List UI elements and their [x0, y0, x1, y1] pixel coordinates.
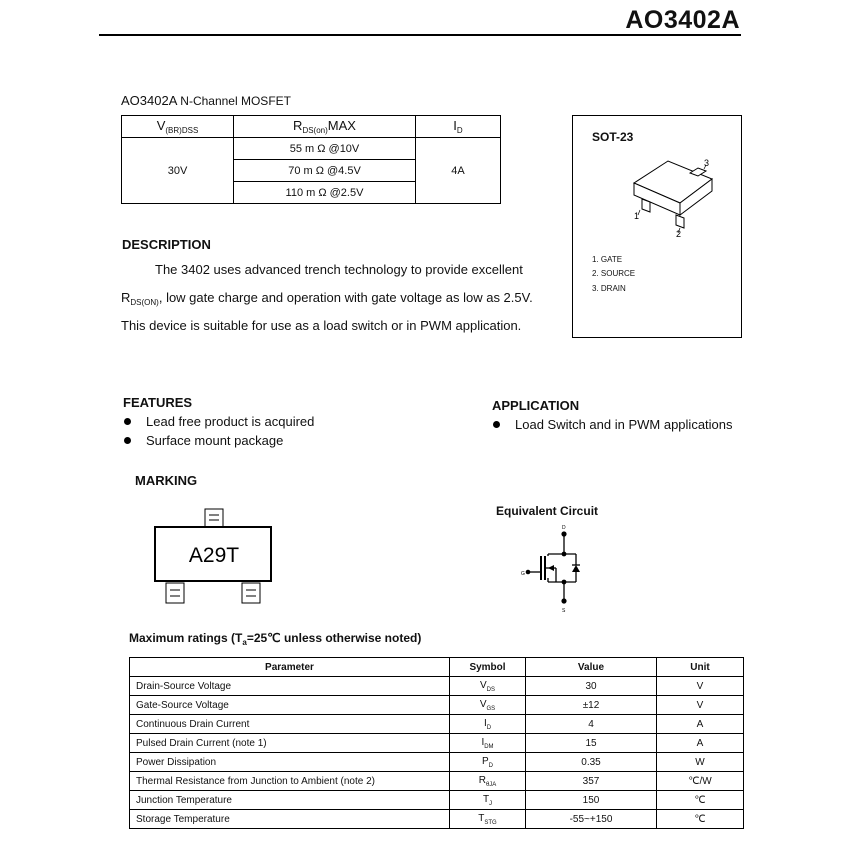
table-row: [130, 791, 744, 810]
table-row: [130, 696, 744, 715]
value-cell: ±12: [526, 696, 657, 715]
table-row: [130, 753, 744, 772]
rds-value: 110 m Ω @2.5V: [234, 182, 416, 204]
unit-cell: W: [657, 753, 744, 772]
pin-label-source: 2. SOURCE: [592, 269, 636, 278]
header-rds: $R_{DS(on)}MAX$: [234, 116, 416, 138]
pin-label-gate: 1. GATE: [592, 255, 623, 264]
column-header: Parameter: [130, 658, 450, 677]
subtitle-part: AO3402A: [121, 93, 177, 108]
bullet-icon: [124, 437, 131, 444]
symbol-cell: $R_{\theta JA}$: [450, 772, 526, 791]
value-cell: 0.35: [526, 753, 657, 772]
parameter-cell: Gate-Source Voltage: [130, 696, 450, 715]
description-heading: DESCRIPTION: [122, 237, 211, 252]
table-row: [130, 772, 744, 791]
column-header: Symbol: [450, 658, 526, 677]
feature-item: Surface mount package: [124, 433, 283, 448]
summary-table: [121, 115, 501, 204]
marking-heading: MARKING: [135, 473, 198, 488]
parameter-cell: Thermal Resistance from Junction to Ambient (note 2): [130, 772, 450, 791]
table-row: [130, 715, 744, 734]
unit-cell: V: [657, 696, 744, 715]
value-cell: 357: [526, 772, 657, 791]
marking-package-drawing: [150, 505, 280, 607]
table-row: [130, 810, 744, 829]
pin-number-label: 3: [704, 158, 710, 168]
value-cell: 150: [526, 791, 657, 810]
parameter-cell: Pulsed Drain Current (note 1): [130, 734, 450, 753]
pin-number-label: 2: [676, 229, 682, 239]
description-line: The 3402 uses advanced trench technology to provide excellent: [155, 262, 523, 277]
table-header-row: [130, 658, 744, 677]
symbol-cell: $V_{DS}$: [450, 677, 526, 696]
unit-cell: V: [657, 677, 744, 696]
table-row: [130, 734, 744, 753]
symbol-cell: $T_{STG}$: [450, 810, 526, 829]
value-cell: 15: [526, 734, 657, 753]
max-ratings-title: Maximum ratings ($T_a=25℃$ unless otherwise noted): [129, 631, 422, 647]
id-value: 4A: [416, 138, 501, 204]
rds-value: 70 m Ω @4.5V: [234, 160, 416, 182]
pin-label-drain: 3. DRAIN: [592, 284, 626, 293]
max-ratings-table: [129, 657, 744, 829]
sot23-package-drawing: [620, 155, 730, 240]
feature-item: Lead free product is acquired: [124, 414, 314, 429]
description-line: $R_{DS(ON)}$, low gate charge and operation with gate voltage as low as 2.5V.: [121, 290, 533, 307]
gate-label: G: [521, 571, 525, 577]
bullet-icon: [124, 418, 131, 425]
subtitle-type: N-Channel MOSFET: [180, 94, 291, 108]
column-header: Value: [526, 658, 657, 677]
value-cell: 30: [526, 677, 657, 696]
value-cell: -55~+150: [526, 810, 657, 829]
table-row: [130, 677, 744, 696]
header-id: $I_D$: [416, 116, 501, 138]
description-line: This device is suitable for use as a load switch or in PWM application.: [121, 318, 522, 333]
bullet-icon: [493, 421, 500, 428]
unit-cell: ℃: [657, 810, 744, 829]
parameter-cell: Continuous Drain Current: [130, 715, 450, 734]
features-heading: FEATURES: [123, 395, 193, 410]
mosfet-circuit-diagram: [518, 522, 590, 614]
symbol-cell: $I_D$: [450, 715, 526, 734]
title-divider: [99, 34, 741, 36]
equivalent-circuit-heading: Equivalent Circuit: [496, 504, 599, 518]
value-cell: 4: [526, 715, 657, 734]
vbr-value: 30V: [122, 138, 234, 204]
parameter-cell: Power Dissipation: [130, 753, 450, 772]
unit-cell: ℃: [657, 791, 744, 810]
source-label: S: [562, 608, 566, 614]
drain-label: D: [562, 525, 566, 531]
parameter-cell: Junction Temperature: [130, 791, 450, 810]
column-header: Unit: [657, 658, 744, 677]
header-vbr: $V_{(BR)DSS}$: [122, 116, 234, 138]
rds-value: 55 m Ω @10V: [234, 138, 416, 160]
symbol-cell: $P_D$: [450, 753, 526, 772]
symbol-cell: $T_J$: [450, 791, 526, 810]
symbol-cell: $V_{GS}$: [450, 696, 526, 715]
part-number-title: AO3402A: [625, 6, 740, 34]
unit-cell: A: [657, 734, 744, 753]
pin-number-label: 1: [634, 211, 640, 221]
device-subtitle: [121, 93, 291, 108]
marking-code: A29T: [188, 544, 240, 567]
unit-cell: ℃/W: [657, 772, 744, 791]
parameter-cell: Drain-Source Voltage: [130, 677, 450, 696]
application-heading: APPLICATION: [492, 398, 580, 413]
package-title: SOT-23: [592, 130, 634, 144]
unit-cell: A: [657, 715, 744, 734]
application-item: Load Switch and in PWM applications: [493, 417, 733, 432]
parameter-cell: Storage Temperature: [130, 810, 450, 829]
symbol-cell: $I_{DM}$: [450, 734, 526, 753]
